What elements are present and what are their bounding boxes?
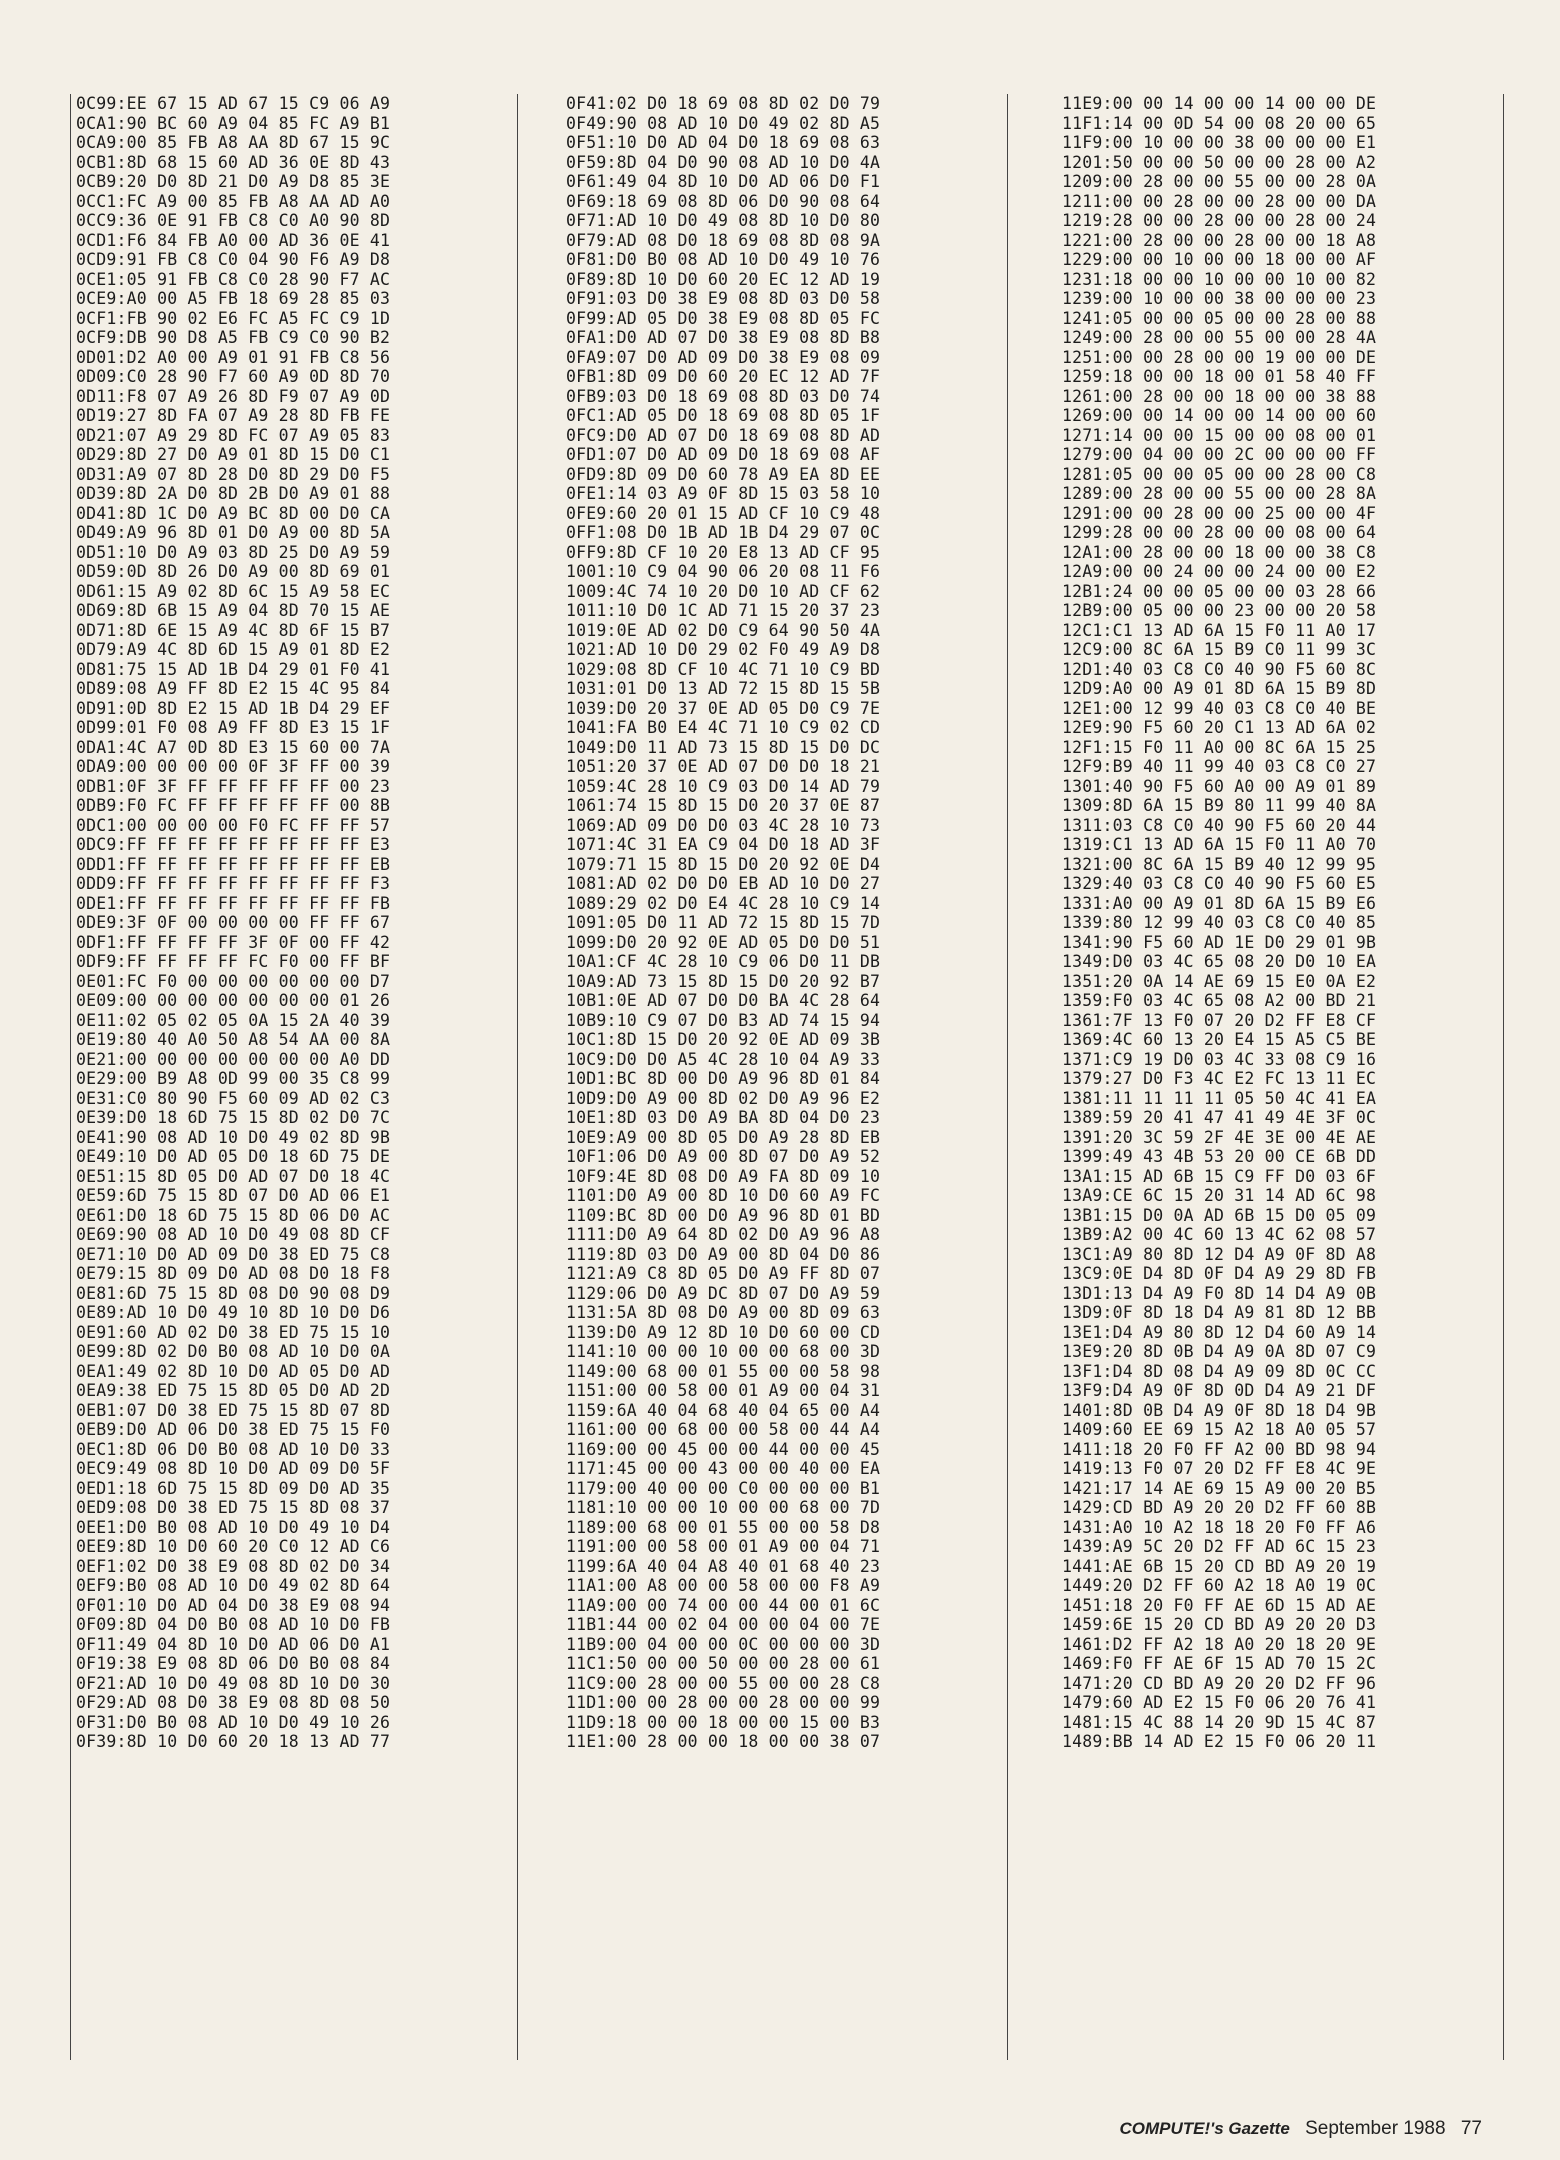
- listing-line: 10C1:8D 15 D0 20 92 0E AD 09 3B: [566, 1030, 881, 1049]
- listing-line: 0D29:8D 27 D0 A9 01 8D 15 D0 C1: [76, 445, 391, 464]
- listing-line: 0EB1:07 D0 38 ED 75 15 8D 07 8D: [76, 1400, 391, 1420]
- listing-line: 1431:A0 10 A2 18 18 20 F0 FF A6: [1062, 1517, 1377, 1537]
- listing-line: 1041:FA B0 E4 4C 71 10 C9 02 CD: [566, 718, 881, 737]
- listing-line: 0EF1:02 D0 38 E9 08 8D 02 D0 34: [76, 1556, 391, 1576]
- listing-line: 12E1:00 12 99 40 03 C8 C0 40 BE: [1062, 698, 1377, 718]
- listing-line: 0E99:8D 02 D0 B0 08 AD 10 D0 0A: [76, 1342, 391, 1361]
- listing-line: 1381:11 11 11 11 05 50 4C 41 EA: [1062, 1088, 1377, 1108]
- listing-line: 1341:90 F5 60 AD 1E D0 29 01 9B: [1062, 932, 1377, 952]
- listing-line: 0D11:F8 07 A9 26 8D F9 07 A9 0D: [76, 386, 391, 406]
- listing-line: 1339:80 12 99 40 03 C8 C0 40 85: [1062, 913, 1377, 932]
- listing-line: 0CB9:20 D0 8D 21 D0 A9 D8 85 3E: [76, 172, 391, 191]
- listing-line: 1269:00 00 14 00 00 14 00 00 60: [1062, 406, 1377, 425]
- listing-line: 1349:D0 03 4C 65 08 20 D0 10 EA: [1062, 952, 1377, 971]
- listing-line: 1139:D0 A9 12 8D 10 D0 60 00 CD: [566, 1322, 881, 1342]
- listing-line: 0D99:01 F0 08 A9 FF 8D E3 15 1F: [76, 718, 391, 737]
- listing-line: 0FA9:07 D0 AD 09 D0 38 E9 08 09: [566, 347, 881, 367]
- listing-line: 1141:10 00 00 10 00 00 68 00 3D: [566, 1342, 881, 1361]
- listing-line: 0D09:C0 28 90 F7 60 A9 0D 8D 70: [76, 367, 391, 386]
- listing-line: 1389:59 20 41 47 41 49 4E 3F 0C: [1062, 1108, 1377, 1127]
- listing-line: 0EE9:8D 10 D0 60 20 C0 12 AD C6: [76, 1537, 391, 1556]
- listing-line: 13D9:0F 8D 18 D4 A9 81 8D 12 BB: [1062, 1303, 1377, 1322]
- listing-line: 1019:0E AD 02 D0 C9 64 90 50 4A: [566, 620, 881, 640]
- listing-line: 0DD1:FF FF FF FF FF FF FF FF EB: [76, 854, 391, 874]
- listing-line: 0EC9:49 08 8D 10 D0 AD 09 D0 5F: [76, 1459, 391, 1478]
- left-column-rule: [70, 94, 71, 2060]
- listing-line: 1311:03 C8 C0 40 90 F5 60 20 44: [1062, 815, 1377, 835]
- listing-line: 0FD1:07 D0 AD 09 D0 18 69 08 AF: [566, 445, 881, 464]
- listing-line: 1179:00 40 00 00 C0 00 00 00 B1: [566, 1478, 881, 1498]
- listing-line: 0F11:49 04 8D 10 D0 AD 06 D0 A1: [76, 1634, 391, 1654]
- listing-line: 0FB9:03 D0 18 69 08 8D 03 D0 74: [566, 386, 881, 406]
- listing-line: 1309:8D 6A 15 B9 80 11 99 40 8A: [1062, 796, 1377, 815]
- listing-line: 1151:00 00 58 00 01 A9 00 04 31: [566, 1381, 881, 1400]
- listing-line: 11E9:00 00 14 00 00 14 00 00 DE: [1062, 94, 1377, 113]
- listing-line: 1281:05 00 00 05 00 00 28 00 C8: [1062, 464, 1377, 484]
- listing-line: 12C1:C1 13 AD 6A 15 F0 11 A0 17: [1062, 620, 1377, 640]
- listing-line: 0E89:AD 10 D0 49 10 8D 10 D0 D6: [76, 1303, 391, 1322]
- listing-line: 1111:D0 A9 64 8D 02 D0 A9 96 A8: [566, 1225, 881, 1244]
- listing-line: 1299:28 00 00 28 00 00 08 00 64: [1062, 523, 1377, 542]
- listing-line: 1119:8D 03 D0 A9 00 8D 04 D0 86: [566, 1244, 881, 1264]
- listing-line: 1351:20 0A 14 AE 69 15 E0 0A E2: [1062, 971, 1377, 991]
- listing-line: 0E09:00 00 00 00 00 00 00 01 26: [76, 991, 391, 1010]
- listing-line: 0ED1:18 6D 75 15 8D 09 D0 AD 35: [76, 1478, 391, 1498]
- listing-line: 1471:20 CD BD A9 20 20 D2 FF 96: [1062, 1673, 1377, 1693]
- listing-line: 0DB1:0F 3F FF FF FF FF FF 00 23: [76, 776, 391, 796]
- listing-line: 0F49:90 08 AD 10 D0 49 02 8D A5: [566, 113, 881, 133]
- listing-line: 13B1:15 D0 0A AD 6B 15 D0 05 09: [1062, 1205, 1377, 1225]
- listing-line: 0D79:A9 4C 8D 6D 15 A9 01 8D E2: [76, 640, 391, 659]
- listing-line: 0E69:90 08 AD 10 D0 49 08 8D CF: [76, 1225, 391, 1244]
- listing-line: 0DE9:3F 0F 00 00 00 00 FF FF 67: [76, 913, 391, 932]
- listing-line: 0F21:AD 10 D0 49 08 8D 10 D0 30: [76, 1673, 391, 1693]
- listing-line: 0F29:AD 08 D0 38 E9 08 8D 08 50: [76, 1693, 391, 1712]
- listing-line: 1411:18 20 F0 FF A2 00 BD 98 94: [1062, 1439, 1377, 1459]
- listing-line: 0CC1:FC A9 00 85 FB A8 AA AD A0: [76, 191, 391, 211]
- listing-line: 0E59:6D 75 15 8D 07 D0 AD 06 E1: [76, 1186, 391, 1205]
- listing-line: 0E29:00 B9 A8 0D 99 00 35 C8 99: [76, 1069, 391, 1088]
- listing-line: 1379:27 D0 F3 4C E2 FC 13 11 EC: [1062, 1069, 1377, 1088]
- listing-line: 11F1:14 00 0D 54 00 08 20 00 65: [1062, 113, 1377, 133]
- listing-line: 0FD9:8D 09 D0 60 78 A9 EA 8D EE: [566, 464, 881, 484]
- listing-line: 1081:AD 02 D0 D0 EB AD 10 D0 27: [566, 874, 881, 893]
- listing-line: 0F31:D0 B0 08 AD 10 D0 49 10 26: [76, 1712, 391, 1732]
- listing-line: 1121:A9 C8 8D 05 D0 A9 FF 8D 07: [566, 1264, 881, 1283]
- listing-line: 1321:00 8C 6A 15 B9 40 12 99 95: [1062, 854, 1377, 874]
- listing-line: 0FF1:08 D0 1B AD 1B D4 29 07 0C: [566, 523, 881, 542]
- listing-line: 0D51:10 D0 A9 03 8D 25 D0 A9 59: [76, 542, 391, 562]
- listing-line: 1479:60 AD E2 15 F0 06 20 76 41: [1062, 1693, 1377, 1712]
- listing-line: 0EF9:B0 08 AD 10 D0 49 02 8D 64: [76, 1576, 391, 1595]
- listing-line: 11C1:50 00 00 50 00 00 28 00 61: [566, 1654, 881, 1673]
- listing-line: 0D69:8D 6B 15 A9 04 8D 70 15 AE: [76, 601, 391, 620]
- listing-line: 1289:00 28 00 00 55 00 00 28 8A: [1062, 484, 1377, 503]
- listing-line: 0E81:6D 75 15 8D 08 D0 90 08 D9: [76, 1283, 391, 1303]
- listing-line: 0DD9:FF FF FF FF FF FF FF FF F3: [76, 874, 391, 893]
- listing-line: 1199:6A 40 04 A8 40 01 68 40 23: [566, 1556, 881, 1576]
- listing-line: 1061:74 15 8D 15 D0 20 37 0E 87: [566, 796, 881, 815]
- listing-line: 0D61:15 A9 02 8D 6C 15 A9 58 EC: [76, 581, 391, 601]
- listing-line: 0E51:15 8D 05 D0 AD 07 D0 18 4C: [76, 1166, 391, 1186]
- listing-line: 0CA9:00 85 FB A8 AA 8D 67 15 9C: [76, 133, 391, 152]
- listing-line: 12F1:15 F0 11 A0 00 8C 6A 15 25: [1062, 737, 1377, 757]
- listing-line: 0E39:D0 18 6D 75 15 8D 02 D0 7C: [76, 1108, 391, 1127]
- listing-line: 1449:20 D2 FF 60 A2 18 A0 19 0C: [1062, 1576, 1377, 1595]
- listing-line: 0E71:10 D0 AD 09 D0 38 ED 75 C8: [76, 1244, 391, 1264]
- listing-line: 1409:60 EE 69 15 A2 18 A0 05 57: [1062, 1420, 1377, 1439]
- listing-line: 1319:C1 13 AD 6A 15 F0 11 A0 70: [1062, 835, 1377, 854]
- listing-line: 0F59:8D 04 D0 90 08 AD 10 D0 4A: [566, 152, 881, 172]
- listing-line: 0EA9:38 ED 75 15 8D 05 D0 AD 2D: [76, 1381, 391, 1400]
- listing-line: 0D41:8D 1C D0 A9 BC 8D 00 D0 CA: [76, 503, 391, 523]
- listing-line: 0FA1:D0 AD 07 D0 38 E9 08 8D B8: [566, 328, 881, 347]
- listing-line: 13F9:D4 A9 0F 8D 0D D4 A9 21 DF: [1062, 1381, 1377, 1400]
- listing-line: 1049:D0 11 AD 73 15 8D 15 D0 DC: [566, 737, 881, 757]
- publication-name: COMPUTE!'s Gazette: [1119, 2119, 1290, 2138]
- listing-line: 1191:00 00 58 00 01 A9 00 04 71: [566, 1537, 881, 1556]
- listing-line: 1469:F0 FF AE 6F 15 AD 70 15 2C: [1062, 1654, 1377, 1673]
- listing-line: 1069:AD 09 D0 D0 03 4C 28 10 73: [566, 815, 881, 835]
- listing-line: 0FC1:AD 05 D0 18 69 08 8D 05 1F: [566, 406, 881, 425]
- listing-line: 1331:A0 00 A9 01 8D 6A 15 B9 E6: [1062, 893, 1377, 913]
- listing-line: 13D1:13 D4 A9 F0 8D 14 D4 A9 0B: [1062, 1283, 1377, 1303]
- listing-line: 12F9:B9 40 11 99 40 03 C8 C0 27: [1062, 757, 1377, 776]
- listing-line: 1461:D2 FF A2 18 A0 20 18 20 9E: [1062, 1634, 1377, 1654]
- listing-line: 0CF9:DB 90 D8 A5 FB C9 C0 90 B2: [76, 328, 391, 347]
- listing-line: 1371:C9 19 D0 03 4C 33 08 C9 16: [1062, 1049, 1377, 1069]
- listing-line: 1171:45 00 00 43 00 00 40 00 EA: [566, 1459, 881, 1478]
- listing-line: 10A1:CF 4C 28 10 C9 06 D0 11 DB: [566, 952, 881, 971]
- listing-line: 0CF1:FB 90 02 E6 FC A5 FC C9 1D: [76, 308, 391, 328]
- listing-line: 10E9:A9 00 8D 05 D0 A9 28 8D EB: [566, 1127, 881, 1147]
- listing-line: 0F39:8D 10 D0 60 20 18 13 AD 77: [76, 1732, 391, 1751]
- listing-line: 0D49:A9 96 8D 01 D0 A9 00 8D 5A: [76, 523, 391, 542]
- listing-line: 0D39:8D 2A D0 8D 2B D0 A9 01 88: [76, 484, 391, 503]
- listing-line: 13A9:CE 6C 15 20 31 14 AD 6C 98: [1062, 1186, 1377, 1205]
- listing-line: 0DC9:FF FF FF FF FF FF FF FF E3: [76, 835, 391, 854]
- listing-line: 1301:40 90 F5 60 A0 00 A9 01 89: [1062, 776, 1377, 796]
- listing-line: 12D1:40 03 C8 C0 40 90 F5 60 8C: [1062, 659, 1377, 679]
- listing-line: 0F89:8D 10 D0 60 20 EC 12 AD 19: [566, 269, 881, 289]
- listing-line: 0D19:27 8D FA 07 A9 28 8D FB FE: [76, 406, 391, 425]
- listing-line: 0D21:07 A9 29 8D FC 07 A9 05 83: [76, 425, 391, 445]
- listing-line: 1219:28 00 00 28 00 00 28 00 24: [1062, 211, 1377, 230]
- listing-line: 0F51:10 D0 AD 04 D0 18 69 08 63: [566, 133, 881, 152]
- listing-line: 0FF9:8D CF 10 20 E8 13 AD CF 95: [566, 542, 881, 562]
- listing-line: 0FE1:14 03 A9 0F 8D 15 03 58 10: [566, 484, 881, 503]
- listing-line: 0E61:D0 18 6D 75 15 8D 06 D0 AC: [76, 1205, 391, 1225]
- listing-line: 1481:15 4C 88 14 20 9D 15 4C 87: [1062, 1712, 1377, 1732]
- listing-line: 0FC9:D0 AD 07 D0 18 69 08 8D AD: [566, 425, 881, 445]
- listing-line: 1421:17 14 AE 69 15 A9 00 20 B5: [1062, 1478, 1377, 1498]
- listing-line: 1091:05 D0 11 AD 72 15 8D 15 7D: [566, 913, 881, 932]
- listing-line: 1059:4C 28 10 C9 03 D0 14 AD 79: [566, 776, 881, 796]
- listing-line: 1441:AE 6B 15 20 CD BD A9 20 19: [1062, 1556, 1377, 1576]
- listing-line: 1439:A9 5C 20 D2 FF AD 6C 15 23: [1062, 1537, 1377, 1556]
- listing-line: 0D91:0D 8D E2 15 AD 1B D4 29 EF: [76, 698, 391, 718]
- listing-line: 1021:AD 10 D0 29 02 F0 49 A9 D8: [566, 640, 881, 659]
- page-number: 77: [1460, 2118, 1482, 2139]
- listing-line: 1259:18 00 00 18 00 01 58 40 FF: [1062, 367, 1377, 386]
- listing-line: 0E31:C0 80 90 F5 60 09 AD 02 C3: [76, 1088, 391, 1108]
- listing-line: 0F81:D0 B0 08 AD 10 D0 49 10 76: [566, 250, 881, 269]
- listing-line: 1459:6E 15 20 CD BD A9 20 20 D3: [1062, 1615, 1377, 1634]
- listing-line: 11B9:00 04 00 00 0C 00 00 00 3D: [566, 1634, 881, 1654]
- listing-line: 1001:10 C9 04 90 06 20 08 11 F6: [566, 562, 881, 581]
- listing-line: 11B1:44 00 02 04 00 00 04 00 7E: [566, 1615, 881, 1634]
- listing-line: 1221:00 28 00 00 28 00 00 18 A8: [1062, 230, 1377, 250]
- listing-line: 12E9:90 F5 60 20 C1 13 AD 6A 02: [1062, 718, 1377, 737]
- listing-line: 0E11:02 05 02 05 0A 15 2A 40 39: [76, 1010, 391, 1030]
- listing-line: 1089:29 02 D0 E4 4C 28 10 C9 14: [566, 893, 881, 913]
- listing-line: 0CB1:8D 68 15 60 AD 36 0E 8D 43: [76, 152, 391, 172]
- listing-line: 0DF9:FF FF FF FF FC F0 00 FF BF: [76, 952, 391, 971]
- listing-line: 13E9:20 8D 0B D4 A9 0A 8D 07 C9: [1062, 1342, 1377, 1361]
- listing-line: 13F1:D4 8D 08 D4 A9 09 8D 0C CC: [1062, 1361, 1377, 1381]
- listing-line: 1209:00 28 00 00 55 00 00 28 0A: [1062, 172, 1377, 191]
- listing-line: 1401:8D 0B D4 A9 0F 8D 18 D4 9B: [1062, 1400, 1377, 1420]
- listing-line: 1291:00 00 28 00 00 25 00 00 4F: [1062, 503, 1377, 523]
- listing-line: 10B1:0E AD 07 D0 D0 BA 4C 28 64: [566, 991, 881, 1010]
- listing-line: 1039:D0 20 37 0E AD 05 D0 C9 7E: [566, 698, 881, 718]
- listing-line: 0F69:18 69 08 8D 06 D0 90 08 64: [566, 191, 881, 211]
- listing-line: 12B9:00 05 00 00 23 00 00 20 58: [1062, 601, 1377, 620]
- listing-line: 0EC1:8D 06 D0 B0 08 AD 10 D0 33: [76, 1439, 391, 1459]
- listing-line: 1419:13 F0 07 20 D2 FF E8 4C 9E: [1062, 1459, 1377, 1478]
- listing-line: 0D31:A9 07 8D 28 D0 8D 29 D0 F5: [76, 464, 391, 484]
- listing-line: 11D1:00 00 28 00 00 28 00 00 99: [566, 1693, 881, 1712]
- listing-line: 1391:20 3C 59 2F 4E 3E 00 4E AE: [1062, 1127, 1377, 1147]
- listing-line: 11A1:00 A8 00 00 58 00 00 F8 A9: [566, 1576, 881, 1595]
- listing-line: 11F9:00 10 00 00 38 00 00 00 E1: [1062, 133, 1377, 152]
- listing-line: 1201:50 00 00 50 00 00 28 00 A2: [1062, 152, 1377, 172]
- listing-line: 1131:5A 8D 08 D0 A9 00 8D 09 63: [566, 1303, 881, 1322]
- listing-line: 1399:49 43 4B 53 20 00 CE 6B DD: [1062, 1147, 1377, 1166]
- listing-line: 1279:00 04 00 00 2C 00 00 00 FF: [1062, 445, 1377, 464]
- listing-line: 0E21:00 00 00 00 00 00 00 A0 DD: [76, 1049, 391, 1069]
- listing-line: 0DA9:00 00 00 00 0F 3F FF 00 39: [76, 757, 391, 776]
- listing-line: 10E1:8D 03 D0 A9 BA 8D 04 D0 23: [566, 1108, 881, 1127]
- listing-line: 0CE1:05 91 FB C8 C0 28 90 F7 AC: [76, 269, 391, 289]
- listing-line: 0F19:38 E9 08 8D 06 D0 B0 08 84: [76, 1654, 391, 1673]
- listing-line: 1029:08 8D CF 10 4C 71 10 C9 BD: [566, 659, 881, 679]
- listing-line: 0CC9:36 0E 91 FB C8 C0 A0 90 8D: [76, 211, 391, 230]
- listing-line: 0CD9:91 FB C8 C0 04 90 F6 A9 D8: [76, 250, 391, 269]
- listing-line: 0CE9:A0 00 A5 FB 18 69 28 85 03: [76, 289, 391, 308]
- listing-line: 10D9:D0 A9 00 8D 02 D0 A9 96 E2: [566, 1088, 881, 1108]
- listing-line: 0F09:8D 04 D0 B0 08 AD 10 D0 FB: [76, 1615, 391, 1634]
- listing-line: 13A1:15 AD 6B 15 C9 FF D0 03 6F: [1062, 1166, 1377, 1186]
- listing-line: 0EB9:D0 AD 06 D0 38 ED 75 15 F0: [76, 1420, 391, 1439]
- listing-line: 0E41:90 08 AD 10 D0 49 02 8D 9B: [76, 1127, 391, 1147]
- listing-line: 1101:D0 A9 00 8D 10 D0 60 A9 FC: [566, 1186, 881, 1205]
- listing-line: 0ED9:08 D0 38 ED 75 15 8D 08 37: [76, 1498, 391, 1517]
- listing-line: 1229:00 00 10 00 00 18 00 00 AF: [1062, 250, 1377, 269]
- listing-line: 1369:4C 60 13 20 E4 15 A5 C5 BE: [1062, 1030, 1377, 1049]
- listing-column-1: [76, 94, 518, 2060]
- listing-line: 1239:00 10 00 00 38 00 00 00 23: [1062, 289, 1377, 308]
- listing-line: 12A9:00 00 24 00 00 24 00 00 E2: [1062, 562, 1377, 581]
- listing-line: 1011:10 D0 1C AD 71 15 20 37 23: [566, 601, 881, 620]
- listing-line: 0FB1:8D 09 D0 60 20 EC 12 AD 7F: [566, 367, 881, 386]
- listing-line: 0EA1:49 02 8D 10 D0 AD 05 D0 AD: [76, 1361, 391, 1381]
- listing-line: 1249:00 28 00 00 55 00 00 28 4A: [1062, 328, 1377, 347]
- listing-line: 0E01:FC F0 00 00 00 00 00 00 D7: [76, 971, 391, 991]
- listing-line: 0D89:08 A9 FF 8D E2 15 4C 95 84: [76, 679, 391, 698]
- listing-line: 1231:18 00 00 10 00 00 10 00 82: [1062, 269, 1377, 289]
- listing-line: 1359:F0 03 4C 65 08 A2 00 BD 21: [1062, 991, 1377, 1010]
- listing-line: 1159:6A 40 04 68 40 04 65 00 A4: [566, 1400, 881, 1420]
- listing-line: 1181:10 00 00 10 00 00 68 00 7D: [566, 1498, 881, 1517]
- listing-line: 0C99:EE 67 15 AD 67 15 C9 06 A9: [76, 94, 391, 113]
- listing-line: 0DF1:FF FF FF FF 3F 0F 00 FF 42: [76, 932, 391, 952]
- listing-column-2: [566, 94, 1008, 2060]
- listing-line: 1241:05 00 00 05 00 00 28 00 88: [1062, 308, 1377, 328]
- listing-line: 12C9:00 8C 6A 15 B9 C0 11 99 3C: [1062, 640, 1377, 659]
- listing-line: 1271:14 00 00 15 00 00 08 00 01: [1062, 425, 1377, 445]
- page-footer: [1120, 2118, 1483, 2140]
- listing-line: 10B9:10 C9 07 D0 B3 AD 74 15 94: [566, 1010, 881, 1030]
- listing-line: 10C9:D0 D0 A5 4C 28 10 04 A9 33: [566, 1049, 881, 1069]
- listing-line: 1099:D0 20 92 0E AD 05 D0 D0 51: [566, 932, 881, 952]
- listing-line: 1251:00 00 28 00 00 19 00 00 DE: [1062, 347, 1377, 367]
- listing-line: 12A1:00 28 00 00 18 00 00 38 C8: [1062, 542, 1377, 562]
- listing-line: 0D01:D2 A0 00 A9 01 91 FB C8 56: [76, 347, 391, 367]
- listing-line: 12B1:24 00 00 05 00 00 03 28 66: [1062, 581, 1377, 601]
- listing-line: 1451:18 20 F0 FF AE 6D 15 AD AE: [1062, 1595, 1377, 1615]
- listing-line: 0EE1:D0 B0 08 AD 10 D0 49 10 D4: [76, 1517, 391, 1537]
- listing-line: 0DA1:4C A7 0D 8D E3 15 60 00 7A: [76, 737, 391, 757]
- listing-line: 0F01:10 D0 AD 04 D0 38 E9 08 94: [76, 1595, 391, 1615]
- listing-line: 1429:CD BD A9 20 20 D2 FF 60 8B: [1062, 1498, 1377, 1517]
- listing-line: 0FE9:60 20 01 15 AD CF 10 C9 48: [566, 503, 881, 523]
- listing-line: 0DB9:F0 FC FF FF FF FF FF 00 8B: [76, 796, 391, 815]
- listing-line: 11D9:18 00 00 18 00 00 15 00 B3: [566, 1712, 881, 1732]
- listing-line: 0F41:02 D0 18 69 08 8D 02 D0 79: [566, 94, 881, 113]
- listing-line: 1009:4C 74 10 20 D0 10 AD CF 62: [566, 581, 881, 601]
- listing-line: 11C9:00 28 00 00 55 00 00 28 C8: [566, 1673, 881, 1693]
- listing-line: 10A9:AD 73 15 8D 15 D0 20 92 B7: [566, 971, 881, 991]
- listing-line: 0CD1:F6 84 FB A0 00 AD 36 0E 41: [76, 230, 391, 250]
- listing-line: 1031:01 D0 13 AD 72 15 8D 15 5B: [566, 679, 881, 698]
- listing-line: 13C9:0E D4 8D 0F D4 A9 29 8D FB: [1062, 1264, 1377, 1283]
- listing-line: 11A9:00 00 74 00 00 44 00 01 6C: [566, 1595, 881, 1615]
- listing-line: 10F1:06 D0 A9 00 8D 07 D0 A9 52: [566, 1147, 881, 1166]
- listing-line: 0F71:AD 10 D0 49 08 8D 10 D0 80: [566, 211, 881, 230]
- listing-line: 0D59:0D 8D 26 D0 A9 00 8D 69 01: [76, 562, 391, 581]
- listing-line: 1079:71 15 8D 15 D0 20 92 0E D4: [566, 854, 881, 874]
- listing-line: 0E19:80 40 A0 50 A8 54 AA 00 8A: [76, 1030, 391, 1049]
- listing-line: 1109:BC 8D 00 D0 A9 96 8D 01 BD: [566, 1205, 881, 1225]
- listing-line: 1489:BB 14 AD E2 15 F0 06 20 11: [1062, 1732, 1377, 1751]
- listing-line: 1161:00 00 68 00 00 58 00 44 A4: [566, 1420, 881, 1439]
- listing-line: 11E1:00 28 00 00 18 00 00 38 07: [566, 1732, 881, 1751]
- listing-line: 1129:06 D0 A9 DC 8D 07 D0 A9 59: [566, 1283, 881, 1303]
- listing-line: 0D81:75 15 AD 1B D4 29 01 F0 41: [76, 659, 391, 679]
- listing-line: 1189:00 68 00 01 55 00 00 58 D8: [566, 1517, 881, 1537]
- listing-line: 13C1:A9 80 8D 12 D4 A9 0F 8D A8: [1062, 1244, 1377, 1264]
- listing-line: 1329:40 03 C8 C0 40 90 F5 60 E5: [1062, 874, 1377, 893]
- listing-line: 12D9:A0 00 A9 01 8D 6A 15 B9 8D: [1062, 679, 1377, 698]
- listing-line: 0D71:8D 6E 15 A9 4C 8D 6F 15 B7: [76, 620, 391, 640]
- listing-column-3: [1062, 94, 1504, 2060]
- listing-line: 10D1:BC 8D 00 D0 A9 96 8D 01 84: [566, 1069, 881, 1088]
- listing-line: 0CA1:90 BC 60 A9 04 85 FC A9 B1: [76, 113, 391, 133]
- listing-line: 1149:00 68 00 01 55 00 00 58 98: [566, 1361, 881, 1381]
- listing-line: 0F61:49 04 8D 10 D0 AD 06 D0 F1: [566, 172, 881, 191]
- listing-line: 0DC1:00 00 00 00 F0 FC FF FF 57: [76, 815, 391, 835]
- listing-line: 0DE1:FF FF FF FF FF FF FF FF FB: [76, 893, 391, 913]
- listing-line: 0E79:15 8D 09 D0 AD 08 D0 18 F8: [76, 1264, 391, 1283]
- listing-line: 1261:00 28 00 00 18 00 00 38 88: [1062, 386, 1377, 406]
- listing-line: 1071:4C 31 EA C9 04 D0 18 AD 3F: [566, 835, 881, 854]
- issue-date: September 1988: [1305, 2118, 1446, 2139]
- listing-line: 10F9:4E 8D 08 D0 A9 FA 8D 09 10: [566, 1166, 881, 1186]
- listing-line: 0E91:60 AD 02 D0 38 ED 75 15 10: [76, 1322, 391, 1342]
- listing-line: 1169:00 00 45 00 00 44 00 00 45: [566, 1439, 881, 1459]
- listing-line: 0F91:03 D0 38 E9 08 8D 03 D0 58: [566, 289, 881, 308]
- listing-line: 13E1:D4 A9 80 8D 12 D4 60 A9 14: [1062, 1322, 1377, 1342]
- listing-line: 0E49:10 D0 AD 05 D0 18 6D 75 DE: [76, 1147, 391, 1166]
- listing-line: 0F99:AD 05 D0 38 E9 08 8D 05 FC: [566, 308, 881, 328]
- listing-line: 0F79:AD 08 D0 18 69 08 8D 08 9A: [566, 230, 881, 250]
- listing-line: 1361:7F 13 F0 07 20 D2 FF E8 CF: [1062, 1010, 1377, 1030]
- listing-line: 13B9:A2 00 4C 60 13 4C 62 08 57: [1062, 1225, 1377, 1244]
- listing-line: 1211:00 00 28 00 00 28 00 00 DA: [1062, 191, 1377, 211]
- listing-line: 1051:20 37 0E AD 07 D0 D0 18 21: [566, 757, 881, 776]
